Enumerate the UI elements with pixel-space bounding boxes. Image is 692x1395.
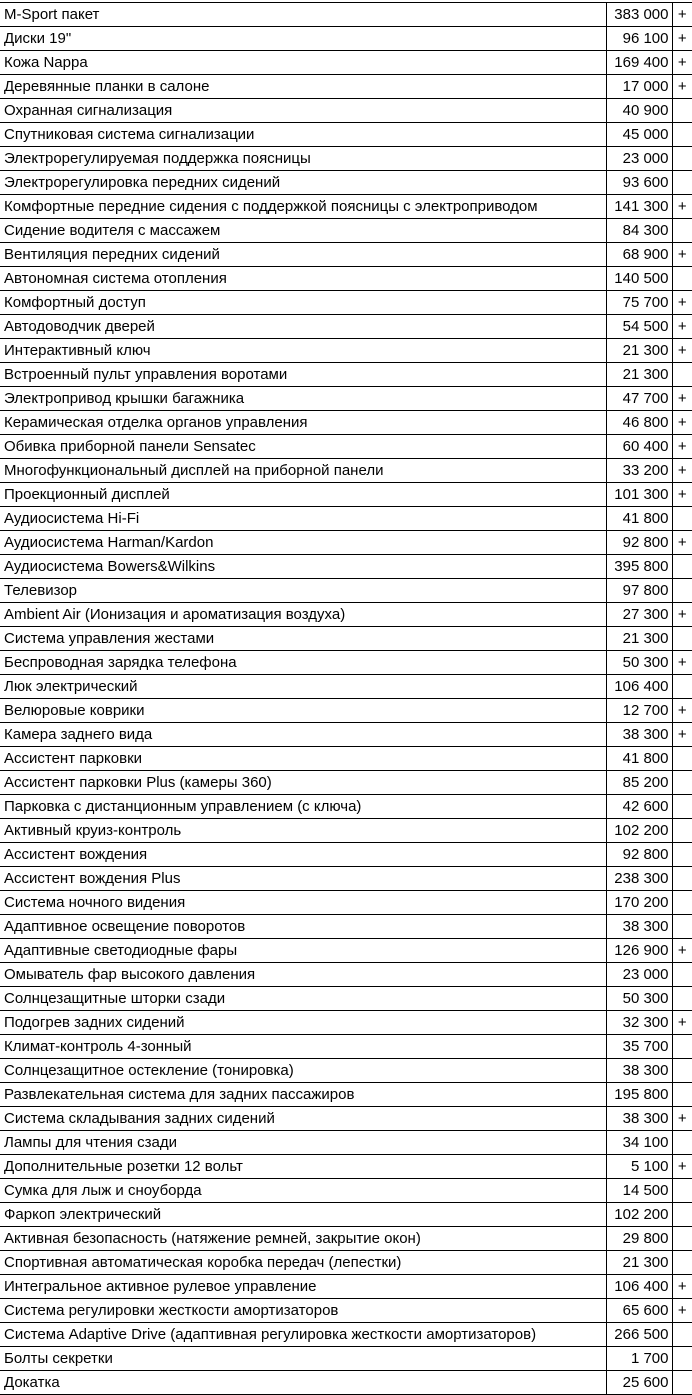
option-selected-mark: + xyxy=(672,51,692,75)
option-name-cell: Дополнительные розетки 12 вольт xyxy=(0,1155,606,1179)
option-selected-mark: + xyxy=(672,411,692,435)
option-name-cell: Система ночного видения xyxy=(0,891,606,915)
table-row xyxy=(0,99,692,123)
option-name-cell: Спортивная автоматическая коробка передач (лепестки) xyxy=(0,1251,606,1275)
option-price-cell: 21 300 xyxy=(606,1251,672,1275)
option-selected-mark: + xyxy=(672,1155,692,1179)
option-price-cell: 38 300 xyxy=(606,1059,672,1083)
option-selected-mark: + xyxy=(672,1275,692,1299)
option-name-cell: Развлекательная система для задних пассажиров xyxy=(0,1083,606,1107)
option-name-cell: Деревянные планки в салоне xyxy=(0,75,606,99)
option-name-cell: Аудиосистема Hi-Fi xyxy=(0,507,606,531)
table-row xyxy=(0,51,692,75)
option-selected-mark xyxy=(672,915,692,939)
option-selected-mark: + xyxy=(672,195,692,219)
option-name-cell: Керамическая отделка органов управления xyxy=(0,411,606,435)
option-selected-mark: + xyxy=(672,459,692,483)
option-selected-mark xyxy=(672,747,692,771)
table-row xyxy=(0,219,692,243)
table-row xyxy=(0,627,692,651)
option-price-cell: 102 200 xyxy=(606,1203,672,1227)
option-price-cell: 38 300 xyxy=(606,1107,672,1131)
option-price-cell: 60 400 xyxy=(606,435,672,459)
option-selected-mark: + xyxy=(672,483,692,507)
table-row xyxy=(0,291,692,315)
option-name-cell: Электропривод крышки багажника xyxy=(0,387,606,411)
option-price-cell: 170 200 xyxy=(606,891,672,915)
option-price-cell: 46 800 xyxy=(606,411,672,435)
option-price-cell: 106 400 xyxy=(606,675,672,699)
table-row xyxy=(0,1203,692,1227)
option-selected-mark: + xyxy=(672,27,692,51)
option-name-cell: Многофункциональный дисплей на приборной панели xyxy=(0,459,606,483)
option-name-cell: Интерактивный ключ xyxy=(0,339,606,363)
table-row xyxy=(0,363,692,387)
option-price-cell: 23 000 xyxy=(606,147,672,171)
option-price-cell: 65 600 xyxy=(606,1299,672,1323)
option-name-cell: Омыватель фар высокого давления xyxy=(0,963,606,987)
table-row xyxy=(0,1179,692,1203)
option-price-cell: 75 700 xyxy=(606,291,672,315)
option-selected-mark xyxy=(672,891,692,915)
option-name-cell: Система управления жестами xyxy=(0,627,606,651)
option-price-cell: 97 800 xyxy=(606,579,672,603)
table-row xyxy=(0,579,692,603)
option-selected-mark: + xyxy=(672,699,692,723)
option-selected-mark: + xyxy=(672,339,692,363)
option-price-cell: 101 300 xyxy=(606,483,672,507)
table-row xyxy=(0,1155,692,1179)
option-name-cell: Фаркоп электрический xyxy=(0,1203,606,1227)
option-selected-mark xyxy=(672,819,692,843)
option-selected-mark: + xyxy=(672,291,692,315)
table-row xyxy=(0,1083,692,1107)
option-price-cell: 266 500 xyxy=(606,1323,672,1347)
option-price-cell: 27 300 xyxy=(606,603,672,627)
table-row xyxy=(0,1299,692,1323)
option-price-cell: 102 200 xyxy=(606,819,672,843)
option-price-cell: 42 600 xyxy=(606,795,672,819)
table-row xyxy=(0,243,692,267)
option-selected-mark: + xyxy=(672,651,692,675)
option-price-cell: 41 800 xyxy=(606,747,672,771)
option-selected-mark xyxy=(672,1179,692,1203)
option-name-cell: Камера заднего вида xyxy=(0,723,606,747)
option-price-cell: 141 300 xyxy=(606,195,672,219)
option-price-cell: 54 500 xyxy=(606,315,672,339)
option-price-cell: 40 900 xyxy=(606,99,672,123)
option-price-cell: 21 300 xyxy=(606,363,672,387)
option-name-cell: Ассистент парковки Plus (камеры 360) xyxy=(0,771,606,795)
table-row xyxy=(0,171,692,195)
option-name-cell: Проекционный дисплей xyxy=(0,483,606,507)
option-selected-mark: + xyxy=(672,315,692,339)
option-name-cell: Активная безопасность (натяжение ремней, закрытие окон) xyxy=(0,1227,606,1251)
option-name-cell: Беспроводная зарядка телефона xyxy=(0,651,606,675)
option-price-cell: 50 300 xyxy=(606,651,672,675)
option-name-cell: Люк электрический xyxy=(0,675,606,699)
table-row xyxy=(0,1347,692,1371)
option-selected-mark xyxy=(672,771,692,795)
option-price-cell: 238 300 xyxy=(606,867,672,891)
option-name-cell: Аудиосистема Harman/Kardon xyxy=(0,531,606,555)
option-selected-mark xyxy=(672,555,692,579)
option-selected-mark xyxy=(672,627,692,651)
table-row xyxy=(0,315,692,339)
table-row xyxy=(0,699,692,723)
option-price-cell: 126 900 xyxy=(606,939,672,963)
option-price-cell: 12 700 xyxy=(606,699,672,723)
option-name-cell: Кожа Nappa xyxy=(0,51,606,75)
option-price-cell: 106 400 xyxy=(606,1275,672,1299)
option-selected-mark xyxy=(672,1203,692,1227)
option-name-cell: Система регулировки жесткости амортизаторов xyxy=(0,1299,606,1323)
option-selected-mark: + xyxy=(672,939,692,963)
table-row xyxy=(0,987,692,1011)
option-price-cell: 25 600 xyxy=(606,1371,672,1395)
table-row xyxy=(0,75,692,99)
table-row xyxy=(0,747,692,771)
option-price-cell: 29 800 xyxy=(606,1227,672,1251)
table-row xyxy=(0,1251,692,1275)
table-row xyxy=(0,411,692,435)
option-name-cell: Телевизор xyxy=(0,579,606,603)
option-price-cell: 140 500 xyxy=(606,267,672,291)
table-row xyxy=(0,1059,692,1083)
option-name-cell: Электрорегулировка передних сидений xyxy=(0,171,606,195)
option-selected-mark xyxy=(672,1347,692,1371)
option-selected-mark: + xyxy=(672,1011,692,1035)
option-name-cell: Климат-контроль 4-зонный xyxy=(0,1035,606,1059)
option-name-cell: Система Adaptive Drive (адаптивная регулировка жесткости амортизаторов) xyxy=(0,1323,606,1347)
option-price-cell: 395 800 xyxy=(606,555,672,579)
option-name-cell: Парковка с дистанционным управлением (с ключа) xyxy=(0,795,606,819)
option-name-cell: Болты секретки xyxy=(0,1347,606,1371)
option-selected-mark xyxy=(672,123,692,147)
option-price-cell: 21 300 xyxy=(606,627,672,651)
option-name-cell: Спутниковая система сигнализации xyxy=(0,123,606,147)
table-row xyxy=(0,1035,692,1059)
option-price-cell: 169 400 xyxy=(606,51,672,75)
table-row xyxy=(0,3,692,27)
table-row xyxy=(0,843,692,867)
option-selected-mark xyxy=(672,867,692,891)
option-price-cell: 84 300 xyxy=(606,219,672,243)
option-name-cell: Встроенный пульт управления воротами xyxy=(0,363,606,387)
option-name-cell: Диски 19" xyxy=(0,27,606,51)
option-price-cell: 383 000 xyxy=(606,3,672,27)
option-selected-mark: + xyxy=(672,603,692,627)
option-selected-mark xyxy=(672,267,692,291)
table-row xyxy=(0,963,692,987)
option-price-cell: 45 000 xyxy=(606,123,672,147)
option-selected-mark xyxy=(672,1323,692,1347)
option-price-cell: 195 800 xyxy=(606,1083,672,1107)
table-row xyxy=(0,891,692,915)
option-price-cell: 68 900 xyxy=(606,243,672,267)
table-row xyxy=(0,459,692,483)
option-price-cell: 14 500 xyxy=(606,1179,672,1203)
option-price-cell: 33 200 xyxy=(606,459,672,483)
table-row xyxy=(0,435,692,459)
option-price-cell: 50 300 xyxy=(606,987,672,1011)
option-name-cell: Комфортный доступ xyxy=(0,291,606,315)
table-row xyxy=(0,1227,692,1251)
table-row xyxy=(0,1371,692,1395)
option-price-cell: 41 800 xyxy=(606,507,672,531)
table-row xyxy=(0,483,692,507)
option-selected-mark: + xyxy=(672,435,692,459)
table-row xyxy=(0,1107,692,1131)
option-name-cell: Автономная система отопления xyxy=(0,267,606,291)
option-name-cell: Комфортные передние сидения с поддержкой поясницы с электроприводом xyxy=(0,195,606,219)
option-selected-mark: + xyxy=(672,387,692,411)
option-selected-mark xyxy=(672,1251,692,1275)
option-price-cell: 47 700 xyxy=(606,387,672,411)
option-selected-mark xyxy=(672,1371,692,1395)
table-row xyxy=(0,147,692,171)
table-row xyxy=(0,339,692,363)
option-name-cell: Сумка для лыж и сноуборда xyxy=(0,1179,606,1203)
table-row xyxy=(0,795,692,819)
option-price-cell: 23 000 xyxy=(606,963,672,987)
table-row xyxy=(0,651,692,675)
option-name-cell: Ambient Air (Ионизация и ароматизация воздуха) xyxy=(0,603,606,627)
option-selected-mark xyxy=(672,219,692,243)
option-selected-mark xyxy=(672,147,692,171)
option-selected-mark xyxy=(672,171,692,195)
option-price-cell: 92 800 xyxy=(606,843,672,867)
option-name-cell: Интегральное активное рулевое управление xyxy=(0,1275,606,1299)
option-selected-mark xyxy=(672,99,692,123)
table-row xyxy=(0,507,692,531)
table-row xyxy=(0,195,692,219)
table-row xyxy=(0,123,692,147)
option-selected-mark: + xyxy=(672,243,692,267)
table-row xyxy=(0,1131,692,1155)
option-name-cell: Адаптивные светодиодные фары xyxy=(0,939,606,963)
option-name-cell: Лампы для чтения сзади xyxy=(0,1131,606,1155)
options-price-table xyxy=(0,2,692,1395)
table-row xyxy=(0,603,692,627)
option-selected-mark xyxy=(672,1035,692,1059)
option-selected-mark xyxy=(672,843,692,867)
option-selected-mark: + xyxy=(672,723,692,747)
table-row xyxy=(0,267,692,291)
option-name-cell: M-Sport пакет xyxy=(0,3,606,27)
option-name-cell: Велюровые коврики xyxy=(0,699,606,723)
option-name-cell: Аудиосистема Bowers&Wilkins xyxy=(0,555,606,579)
table-row xyxy=(0,531,692,555)
option-price-cell: 38 300 xyxy=(606,723,672,747)
option-name-cell: Вентиляция передних сидений xyxy=(0,243,606,267)
option-selected-mark xyxy=(672,579,692,603)
option-price-cell: 21 300 xyxy=(606,339,672,363)
option-selected-mark: + xyxy=(672,75,692,99)
table-row xyxy=(0,723,692,747)
option-price-cell: 35 700 xyxy=(606,1035,672,1059)
option-price-cell: 96 100 xyxy=(606,27,672,51)
option-name-cell: Ассистент вождения xyxy=(0,843,606,867)
option-selected-mark xyxy=(672,987,692,1011)
option-selected-mark xyxy=(672,1227,692,1251)
option-selected-mark xyxy=(672,1083,692,1107)
option-selected-mark xyxy=(672,963,692,987)
option-selected-mark: + xyxy=(672,1299,692,1323)
option-name-cell: Охранная сигнализация xyxy=(0,99,606,123)
table-row xyxy=(0,771,692,795)
table-row xyxy=(0,387,692,411)
option-selected-mark xyxy=(672,1131,692,1155)
option-price-cell: 38 300 xyxy=(606,915,672,939)
option-selected-mark xyxy=(672,507,692,531)
table-row xyxy=(0,1275,692,1299)
option-price-cell: 32 300 xyxy=(606,1011,672,1035)
option-selected-mark xyxy=(672,363,692,387)
option-price-cell: 5 100 xyxy=(606,1155,672,1179)
option-selected-mark: + xyxy=(672,3,692,27)
option-selected-mark: + xyxy=(672,1107,692,1131)
option-name-cell: Электрорегулируемая поддержка поясницы xyxy=(0,147,606,171)
table-row xyxy=(0,675,692,699)
option-name-cell: Докатка xyxy=(0,1371,606,1395)
option-name-cell: Обивка приборной панели Sensatec xyxy=(0,435,606,459)
table-row xyxy=(0,27,692,51)
table-row xyxy=(0,819,692,843)
option-selected-mark: + xyxy=(672,531,692,555)
option-price-cell: 93 600 xyxy=(606,171,672,195)
table-row xyxy=(0,915,692,939)
option-name-cell: Система складывания задних сидений xyxy=(0,1107,606,1131)
option-name-cell: Ассистент вождения Plus xyxy=(0,867,606,891)
option-name-cell: Сидение водителя с массажем xyxy=(0,219,606,243)
option-price-cell: 34 100 xyxy=(606,1131,672,1155)
option-name-cell: Автодоводчик дверей xyxy=(0,315,606,339)
option-price-cell: 17 000 xyxy=(606,75,672,99)
option-name-cell: Подогрев задних сидений xyxy=(0,1011,606,1035)
table-row xyxy=(0,867,692,891)
option-name-cell: Солнцезащитные шторки сзади xyxy=(0,987,606,1011)
option-name-cell: Ассистент парковки xyxy=(0,747,606,771)
option-price-cell: 92 800 xyxy=(606,531,672,555)
option-name-cell: Адаптивное освещение поворотов xyxy=(0,915,606,939)
option-name-cell: Солнцезащитное остекление (тонировка) xyxy=(0,1059,606,1083)
option-price-cell: 85 200 xyxy=(606,771,672,795)
table-row xyxy=(0,939,692,963)
option-selected-mark xyxy=(672,1059,692,1083)
option-name-cell: Активный круиз-контроль xyxy=(0,819,606,843)
option-selected-mark xyxy=(672,675,692,699)
table-row xyxy=(0,1011,692,1035)
table-body xyxy=(0,3,692,1395)
table-row xyxy=(0,555,692,579)
table-row xyxy=(0,1323,692,1347)
option-selected-mark xyxy=(672,795,692,819)
option-price-cell: 1 700 xyxy=(606,1347,672,1371)
